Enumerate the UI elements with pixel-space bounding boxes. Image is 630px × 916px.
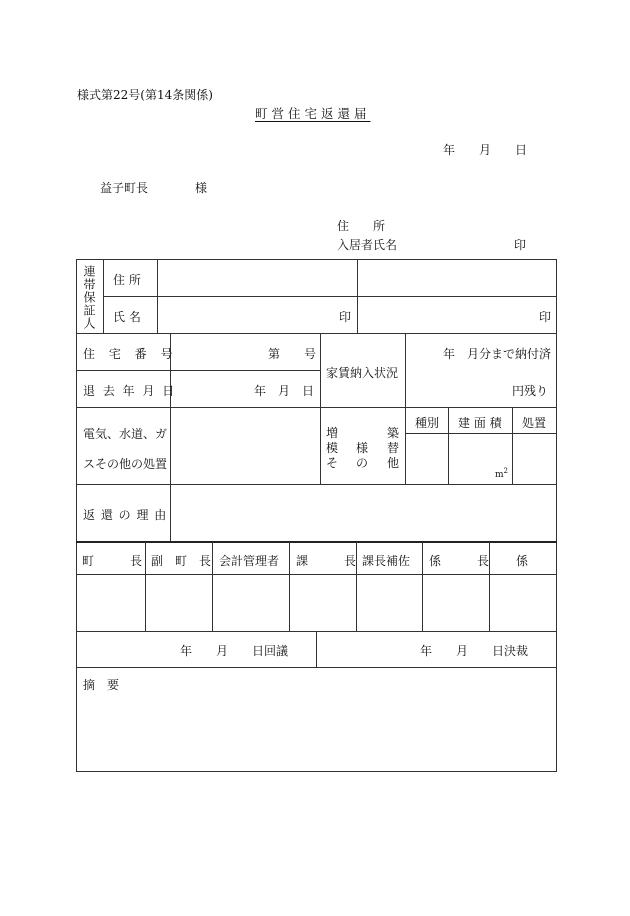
addressee: 益子町長 [100, 181, 149, 195]
resident-address-label: 住 所 [337, 219, 386, 233]
guarantor-address-label: 住 所 [113, 273, 141, 287]
modification-remodel-3: 替 [387, 441, 400, 455]
decision-date: 年 月 日決裁 [420, 644, 529, 658]
modification-other-3: 他 [387, 456, 400, 470]
resident-name-label: 入居者氏名 [337, 238, 398, 252]
modification-addition-2: 築 [387, 426, 400, 440]
approval-subsection-chief: 係 長 [429, 554, 490, 568]
modification-remodel-2: 様 [356, 441, 369, 455]
utilities-label-line1: 電気、水道、ガ [83, 427, 168, 441]
house-number-value: 第 号 [268, 347, 317, 361]
guarantor-section-label: 連帯保証人 [82, 265, 96, 330]
remarks-label: 摘 要 [83, 678, 120, 692]
approval-deputy-mayor: 副 町 長 [151, 554, 212, 568]
type-header: 種別 [415, 416, 440, 430]
modification-other-2: の [356, 456, 369, 470]
return-reason-label: 返 還 の 理 由 [83, 508, 168, 522]
moveout-date-value: 年 月 日 [254, 384, 315, 398]
guarantor-seal-left: 印 [339, 310, 352, 324]
rent-status-label: 家賃納入状況 [326, 366, 399, 380]
approval-assistant-chief: 課長補佐 [362, 554, 411, 568]
consultation-date: 年 月 日回議 [180, 644, 289, 658]
utilities-label-line2: スその他の処置 [83, 457, 168, 471]
rent-remaining-text: 円残り [512, 384, 549, 398]
form-number: 様式第22号(第14条関係) [77, 88, 213, 102]
square-meter-unit: $m^2$ [495, 467, 509, 480]
honorific: 様 [195, 181, 208, 195]
approval-staff: 係 [516, 554, 529, 568]
approval-section-chief: 課 長 [296, 554, 357, 568]
disposal-header: 処置 [522, 416, 547, 430]
page-title: 町営住宅返還届 [255, 106, 371, 121]
modification-remodel-1: 模 [326, 441, 339, 455]
rent-paid-text: 年 月分まで納付済 [443, 347, 552, 361]
approval-accounting-manager: 会計管理者 [219, 554, 280, 568]
approval-mayor: 町 長 [82, 554, 143, 568]
floor-area-header: 建 面 積 [458, 416, 502, 430]
house-number-label: 住 宅 番 号 [83, 347, 178, 361]
resident-seal: 印 [514, 238, 527, 252]
moveout-date-label: 退 去 年 月 日 [83, 384, 177, 398]
submission-date: 年 月 日 [443, 143, 528, 157]
guarantor-seal-right: 印 [539, 310, 552, 324]
modification-addition-1: 増 [326, 426, 339, 440]
guarantor-name-label: 氏 名 [113, 310, 141, 324]
modification-other-1: そ [326, 456, 339, 470]
